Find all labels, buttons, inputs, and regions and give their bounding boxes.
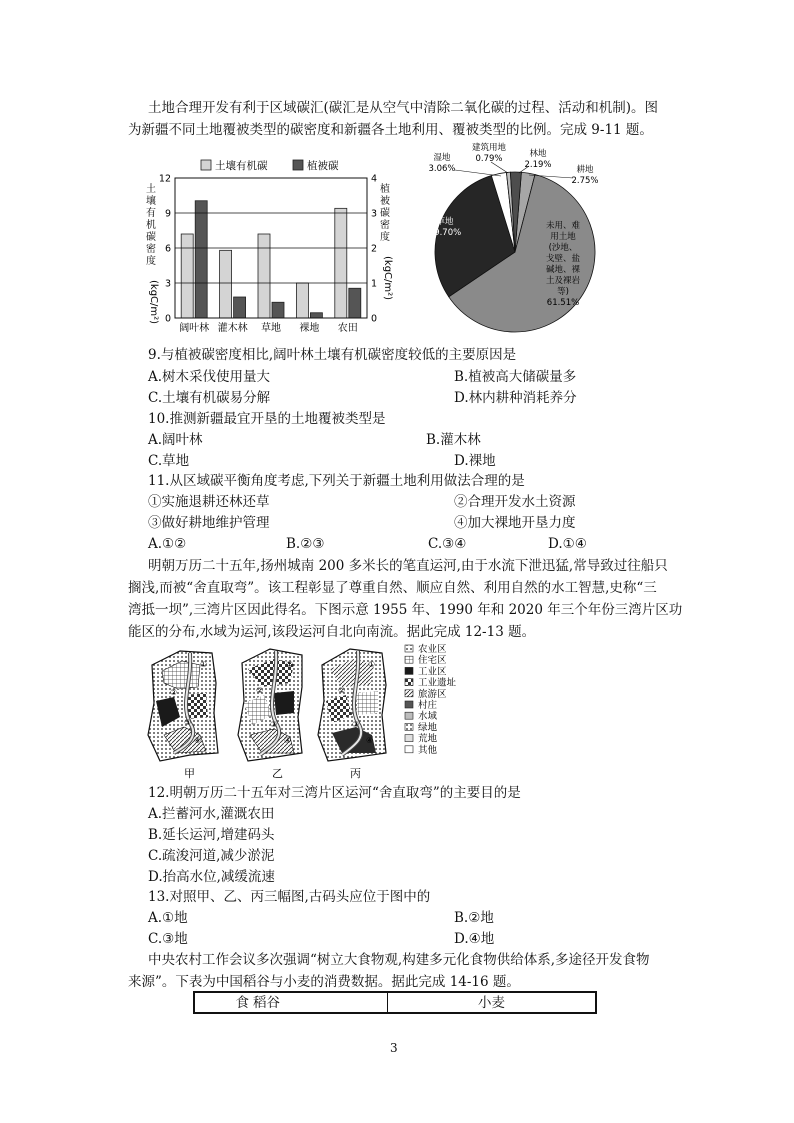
pie-label-building: 建筑用地 — [471, 143, 507, 153]
x-tick-label: 草地 — [261, 323, 281, 334]
map-legend-swatch — [405, 679, 413, 686]
map-legend-label: 绿地 — [418, 722, 438, 734]
pie-label-grass: 29.70% — [428, 228, 462, 238]
bar-soil-carbon — [181, 234, 193, 318]
pie-label-unused: 碱地、裸 — [545, 265, 581, 275]
pie-label-unused: 戈壁、盐 — [545, 254, 581, 264]
y-title-right-unit: (kgC/m²) — [382, 256, 393, 301]
q13-option-b[interactable]: B.②地 — [454, 910, 494, 926]
passage-1 — [148, 97, 668, 119]
y-title-left-char: 度 — [146, 256, 156, 267]
bar-vegetation-carbon — [234, 297, 246, 318]
sanwan-function-zone-maps — [140, 643, 480, 783]
x-tick-label: 阔叶林 — [179, 323, 210, 334]
question-10-options-row-2 — [148, 451, 608, 471]
page-number: 3 — [390, 1041, 398, 1055]
map-yi — [238, 649, 302, 780]
bar-vegetation-carbon — [310, 313, 322, 318]
question-13-options-row-2 — [148, 929, 608, 949]
q11-option-d[interactable]: D.①④ — [548, 536, 587, 552]
table-header-cell-2: 稻谷 — [253, 993, 388, 1012]
map-bing-marker-3: ③ — [352, 720, 360, 729]
question-10-options-row-1 — [148, 430, 608, 450]
map-jia-marker-1: ① — [200, 660, 208, 669]
y-axis-right-title — [380, 182, 393, 300]
q13-option-c[interactable]: C.③地 — [148, 931, 188, 947]
question-11-options-row — [148, 534, 668, 554]
map-legend-label: 工业区 — [418, 666, 447, 678]
question-9-stem: 9.与植被碳密度相比,阔叶林土壤有机碳密度较低的主要原因是 — [148, 347, 517, 363]
y-tick-left: 6 — [164, 243, 171, 255]
y-tick-right: 4 — [371, 173, 378, 185]
q12-option-d[interactable]: D.抬高水位,减缓流速 — [148, 869, 275, 885]
map-legend-label: 旅游区 — [418, 688, 447, 700]
question-11-stem: 11.从区域碳平衡角度考虑,下列关于新疆土地利用做法合理的是 — [148, 473, 525, 489]
map-legend-swatch — [405, 667, 413, 674]
y-title-left-char: 密 — [146, 244, 156, 255]
passage-1-line-1: 土地合理开发有利于区域碳汇(碳汇是从空气中清除二氧化碳的过程、活动和机制)。图 — [148, 100, 659, 116]
y-tick-left: 0 — [164, 313, 171, 325]
q10-option-d[interactable]: D.裸地 — [454, 453, 496, 469]
consumption-table — [193, 991, 597, 1014]
pie-label-building: 0.79% — [475, 154, 503, 164]
passage-2-line-1: 明朝万历二十五年,扬州城南 200 多米长的笔直运河,由于水流下泄迅猛,常导致过往船只 — [148, 558, 668, 574]
passage-1-line-2: 为新疆不同土地覆被类型的碳密度和新疆各土地利用、覆被类型的比例。完成 9-11 题。 — [128, 122, 653, 138]
map-yi-marker-3: ③ — [270, 720, 278, 729]
map-jia — [148, 651, 218, 780]
map-legend-swatch — [405, 712, 413, 719]
map-legend-swatch — [405, 701, 413, 708]
q12-option-c[interactable]: C.疏浚河道,减少淤泥 — [148, 848, 275, 864]
map-yi-label: 乙 — [272, 767, 283, 780]
map-legend-swatch — [405, 656, 413, 663]
question-9-options-row-1 — [148, 367, 608, 387]
pie-label-forest: 林地 — [529, 149, 547, 159]
question-13-stem: 13.对照甲、乙、丙三幅图,古码头应位于图中的 — [148, 889, 431, 905]
y-title-left-char: 机 — [146, 220, 156, 231]
q13-option-d[interactable]: D.④地 — [454, 931, 495, 947]
map-yi-marker-2: ② — [256, 686, 264, 695]
map-legend-label: 荒地 — [418, 733, 438, 745]
bar-vegetation-carbon — [349, 288, 361, 318]
pie-label-farmland: 2.75% — [571, 176, 599, 186]
passage-2-line-3: 湾抵一坝”,三湾片区因此得名。下图示意 1955 年、1990 年和 2020 年三个年份三湾片区功 — [128, 602, 683, 618]
map-jia-label: 甲 — [184, 767, 195, 780]
map-legend-label: 村庄 — [418, 700, 438, 711]
y-title-right-char: 度 — [380, 232, 390, 243]
y-tick-left: 3 — [164, 278, 171, 290]
map-jia-marker-2: ② — [170, 688, 178, 697]
pie-label-forest: 2.19% — [524, 160, 552, 170]
q9-option-a[interactable]: A.树木采伐使用量大 — [148, 369, 271, 385]
pie-label-grass: 草地 — [436, 217, 454, 227]
bar-vegetation-carbon — [272, 302, 284, 318]
q11-item-1: ①实施退耕还林还草 — [148, 494, 270, 510]
map-bing-marker-4: ④ — [366, 736, 374, 745]
q12-option-a[interactable]: A.拦蓄河水,灌溉农田 — [148, 806, 275, 822]
q10-option-b[interactable]: B.灌木林 — [426, 432, 481, 448]
legend-label-soil: 土壤有机碳 — [215, 160, 268, 172]
table-header-cell-1: 食 — [235, 995, 249, 1011]
bar-soil-carbon — [335, 208, 347, 318]
map-legend-swatch — [405, 735, 413, 742]
q11-option-c[interactable]: C.③④ — [428, 536, 467, 552]
passage-2-line-4: 能区的分布,水域为运河,该段运河自北向南流。据此完成 12-13 题。 — [128, 624, 536, 640]
y-tick-right: 2 — [371, 243, 378, 255]
x-tick-label: 灌木林 — [217, 323, 248, 334]
y-tick-right: 0 — [371, 313, 378, 325]
y-title-right-char: 碳 — [380, 208, 390, 219]
map-legend-label: 其他 — [418, 744, 438, 756]
q9-option-d[interactable]: D.林内耕种消耗养分 — [454, 390, 577, 406]
legend-swatch-veg — [293, 160, 303, 170]
q11-item-3: ③做好耕地维护管理 — [148, 515, 270, 531]
pie-label-unused: 用土地 — [550, 232, 576, 242]
pie-label-unused: 土及裸岩 — [545, 276, 581, 286]
q9-option-c[interactable]: C.土壤有机碳易分解 — [148, 390, 271, 406]
legend-label-veg: 植被碳 — [307, 160, 339, 172]
q9-option-b[interactable]: B.植被高大储碳量多 — [454, 369, 577, 385]
q11-option-b[interactable]: B.②③ — [286, 536, 325, 552]
map-jia-marker-3: ③ — [184, 718, 192, 727]
map-jia-marker-4: ④ — [194, 736, 202, 745]
q13-option-a[interactable]: A.①地 — [148, 910, 188, 926]
y-axis-left-title — [146, 182, 159, 324]
pie-label-unused: 未用、难 — [545, 221, 581, 231]
y-title-left-char: 碳 — [146, 232, 156, 243]
y-title-right-char: 植 — [380, 184, 390, 195]
y-title-left-unit: (kgC/m²) — [148, 280, 159, 325]
question-13-options-row-1 — [148, 908, 608, 928]
carbon-density-bar-chart — [145, 152, 395, 342]
table-header-cell-3: 小麦 — [478, 995, 505, 1011]
y-title-right-char: 密 — [380, 220, 390, 231]
map-legend-label: 水域 — [418, 711, 438, 723]
x-tick-label: 农田 — [337, 323, 358, 334]
pie-label-wetland: 湿地 — [433, 153, 451, 163]
legend-swatch-soil — [201, 160, 211, 170]
x-tick-label: 裸地 — [299, 323, 320, 334]
y-tick-right: 3 — [371, 208, 378, 220]
q11-item-4: ④加大裸地开垦力度 — [454, 515, 576, 531]
pie-label-unused: (沙地、 — [548, 243, 578, 253]
q12-option-b[interactable]: B.延长运河,增建码头 — [148, 827, 275, 843]
question-11-items-row-1 — [148, 492, 608, 512]
bar-soil-carbon — [296, 283, 308, 318]
y-title-left-char: 壤 — [146, 196, 156, 207]
land-use-pie-chart — [415, 142, 635, 342]
y-tick-left: 12 — [158, 173, 171, 185]
y-title-left-char: 土 — [146, 184, 156, 195]
map-legend-swatch — [405, 690, 413, 697]
map-legend — [405, 643, 457, 756]
map-bing-marker-1: ① — [368, 660, 376, 669]
question-11-items-row-2 — [148, 513, 608, 533]
pie-label-wetland: 3.06% — [428, 164, 456, 174]
map-legend-swatch — [405, 645, 413, 652]
map-legend-label: 住宅区 — [418, 655, 447, 667]
map-legend-swatch — [405, 746, 413, 753]
pie-label-unused: 等) — [557, 287, 569, 297]
map-bing-label: 丙 — [350, 767, 361, 780]
bar-soil-carbon — [220, 250, 232, 318]
pie-label-farmland: 耕地 — [576, 165, 594, 175]
bar-vegetation-carbon — [195, 201, 207, 318]
map-bing — [318, 649, 386, 780]
q10-option-a[interactable]: A.阔叶林 — [148, 432, 203, 448]
passage-2-line-2: 搁浅,而被“舍直取弯”。该工程彰显了尊重自然、顺应自然、利用自然的水工智慧,史称“三 — [128, 580, 657, 596]
map-legend-swatch — [405, 723, 413, 730]
map-legend-label: 农业区 — [418, 644, 447, 655]
passage-3-line-1: 中央农村工作会议多次强调“树立大食物观,构建多元化食物供给体系,多途径开发食物 — [148, 952, 650, 968]
y-tick-left: 9 — [164, 208, 171, 220]
map-yi-marker-4: ④ — [284, 736, 292, 745]
y-title-right-char: 被 — [380, 196, 390, 207]
bar-soil-carbon — [258, 234, 270, 318]
map-bing-marker-2: ② — [338, 686, 346, 695]
pie-label-unused: 61.51% — [546, 298, 580, 308]
q11-item-2: ②合理开发水土资源 — [454, 494, 576, 510]
y-title-left-char: 有 — [146, 208, 156, 219]
map-yi-marker-1: ① — [286, 660, 294, 669]
question-10-stem: 10.推测新疆最宜开垦的土地覆被类型是 — [148, 411, 386, 427]
q10-option-c[interactable]: C.草地 — [148, 453, 190, 469]
map-legend-label: 工业遗址 — [418, 677, 457, 689]
question-9-options-row-2 — [148, 388, 608, 408]
q11-option-a[interactable]: A.①② — [148, 536, 187, 552]
question-12-stem: 12.明朝万历二十五年对三湾片区运河“舍直取弯”的主要目的是 — [148, 785, 521, 801]
passage-3-line-2: 来源”。下表为中国稻谷与小麦的消费数据。据此完成 14-16 题。 — [128, 974, 520, 990]
y-tick-right: 1 — [371, 278, 378, 290]
